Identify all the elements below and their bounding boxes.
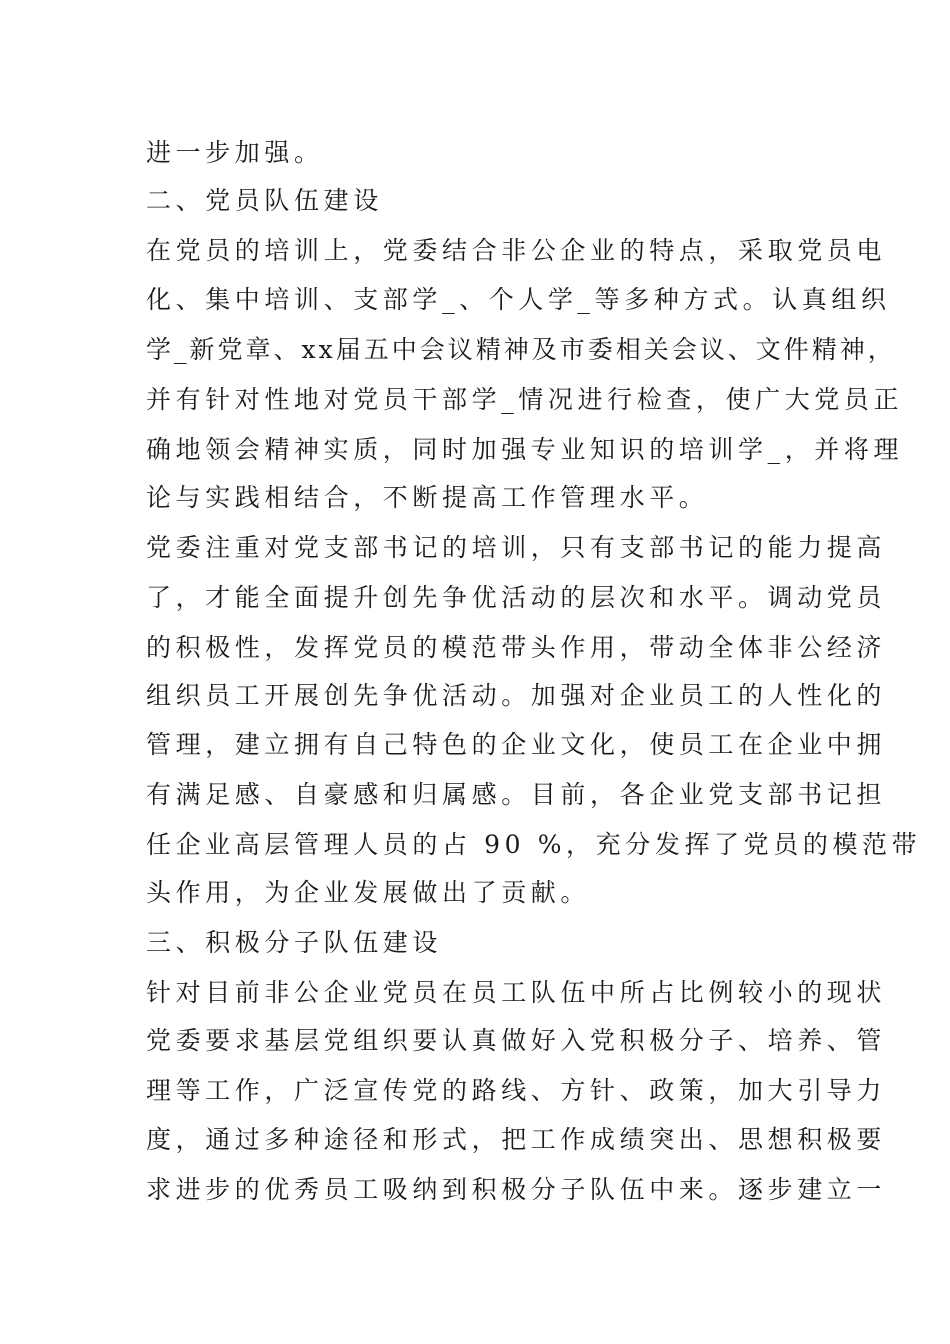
text-line: 管理，建立拥有自己特色的企业文化，使员工在企业中拥 bbox=[146, 730, 887, 759]
text-line: 党委要求基层党组织要认真做好入党积极分子、培养、管 bbox=[146, 1026, 887, 1055]
text-line: 党委注重对党支部书记的培训，只有支部书记的能力提高 bbox=[146, 533, 887, 562]
section-heading: 二、党员队伍建设 bbox=[146, 186, 383, 215]
text-line: 求进步的优秀员工吸纳到积极分子队伍中来。逐步建立一 bbox=[146, 1175, 887, 1204]
text-line: 化、集中培训、支部学_、个人学_等多种方式。认真组织 bbox=[146, 285, 891, 314]
section-heading: 三、积极分子队伍建设 bbox=[146, 928, 443, 957]
text-line: 头作用，为企业发展做出了贡献。 bbox=[146, 878, 591, 907]
text-line: 了，才能全面提升创先争优活动的层次和水平。调动党员 bbox=[146, 583, 887, 612]
text-line: 论与实践相结合，不断提高工作管理水平。 bbox=[146, 483, 709, 512]
text-line: 在党员的培训上，党委结合非公企业的特点，采取党员电 bbox=[146, 236, 887, 265]
text-line: 针对目前非公企业党员在员工队伍中所占比例较小的现状 bbox=[146, 978, 887, 1007]
text-line: 进一步加强。 bbox=[146, 138, 324, 167]
text-line: 度，通过多种途径和形式，把工作成绩突出、思想积极要 bbox=[146, 1125, 887, 1154]
text-line: 有满足感、自豪感和归属感。目前，各企业党支部书记担 bbox=[146, 780, 887, 809]
text-line: 理等工作，广泛宣传党的路线、方针、政策，加大引导力 bbox=[146, 1076, 887, 1105]
text-line: 组织员工开展创先争优活动。加强对企业员工的人性化的 bbox=[146, 681, 887, 710]
text-line: 的积极性，发挥党员的模范带头作用，带动全体非公经济 bbox=[146, 633, 887, 662]
text-line: 并有针对性地对党员干部学_情况进行检查，使广大党员正 bbox=[146, 385, 904, 414]
text-line: 任企业高层管理人员的占 90 %，充分发挥了党员的模范带 bbox=[146, 830, 922, 859]
text-line: 确地领会精神实质，同时加强专业知识的培训学_，并将理 bbox=[146, 435, 904, 464]
text-line: 学_新党章、xx届五中会议精神及市委相关会议、文件精神， bbox=[146, 335, 896, 364]
